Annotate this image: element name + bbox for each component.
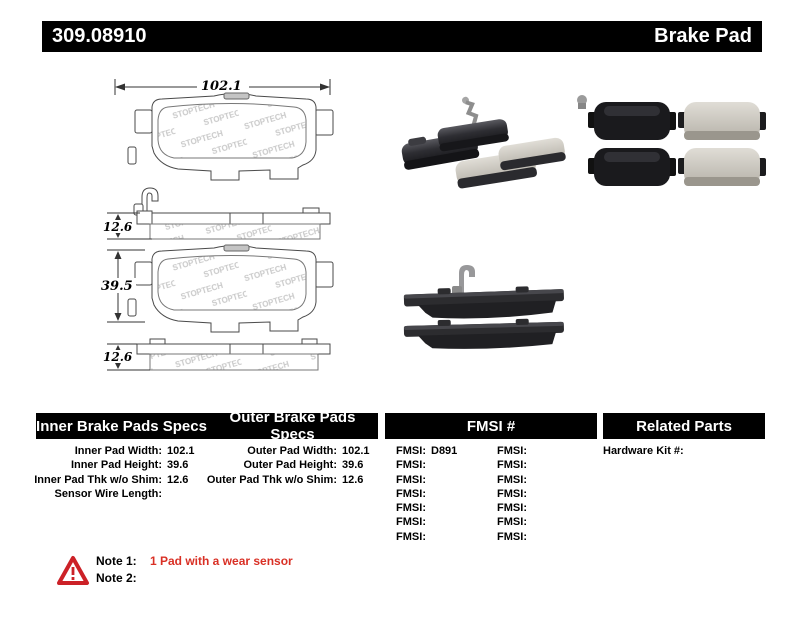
spec-row — [30, 487, 195, 501]
spec-label: Outer Pad Height: — [243, 459, 337, 472]
note-label: Note 2: — [96, 571, 137, 585]
product-photo-pairs — [577, 95, 766, 186]
related-row: Hardware Kit #: — [603, 445, 684, 457]
note-row — [96, 553, 293, 570]
fmsi-row: FMSI: — [396, 487, 426, 500]
svg-text:102.1: 102.1 — [201, 79, 242, 94]
svg-text:39.5: 39.5 — [101, 279, 133, 294]
spec-value: 39.6 — [342, 459, 364, 472]
product-type: Brake Pad — [654, 25, 752, 47]
fmsi-column-left — [392, 444, 457, 544]
fmsi-row: FMSI: D891 — [396, 445, 458, 457]
spec-label: Inner Pad Width: — [74, 445, 162, 457]
product-photo-edge — [404, 265, 565, 351]
table-header-pads-specs — [36, 409, 378, 443]
part-number: 309.08910 — [52, 25, 147, 47]
spec-value: 39.6 — [167, 459, 189, 472]
fmsi-row: FMSI: — [396, 516, 426, 529]
spec-label: Outer Pad Width: — [247, 445, 337, 457]
table-header-outer-specs: Outer Brake Pads Specs — [229, 409, 356, 443]
note-label: Note 1: — [96, 554, 137, 568]
fmsi-row: FMSI: — [396, 459, 426, 472]
spec-row — [30, 458, 195, 472]
drawing-side-view-top — [134, 188, 330, 239]
spec-row — [205, 444, 370, 458]
inner-specs-column — [30, 444, 195, 501]
outer-specs-column — [205, 444, 370, 487]
fmsi-row: FMSI: — [497, 516, 527, 529]
spec-label: Inner Pad Height: — [70, 459, 162, 472]
drawing-front-view-bottom — [128, 245, 333, 332]
spec-value: 102.1 — [342, 445, 370, 457]
fmsi-row: FMSI: — [497, 445, 527, 457]
pad-with-wear-sensor — [432, 91, 509, 152]
fmsi-row: FMSI: — [396, 502, 426, 515]
spec-row — [205, 473, 370, 487]
table-header-inner-specs: Inner Brake Pads Specs — [36, 417, 207, 435]
spec-value: 102.1 — [167, 445, 195, 457]
spec-value: 12.6 — [167, 473, 189, 486]
product-photo-angled — [400, 91, 566, 189]
dimension-pad-width — [115, 77, 330, 95]
svg-text:12.6: 12.6 — [103, 220, 133, 234]
spec-label: Outer Pad Thk w/o Shim: — [206, 473, 337, 486]
spec-row — [30, 473, 195, 487]
svg-text:12.6: 12.6 — [103, 350, 133, 364]
drawing-front-view-top — [128, 93, 333, 180]
wear-sensor-clip — [142, 188, 158, 213]
note-row — [96, 570, 293, 587]
spec-label: Sensor Wire Length: — [54, 487, 162, 500]
drawing-side-view-bottom — [137, 339, 330, 370]
fmsi-row: FMSI: — [497, 502, 527, 515]
warning-triangle-icon — [56, 555, 90, 587]
spec-value: 12.6 — [342, 473, 364, 486]
fmsi-column-right — [493, 444, 532, 544]
dimension-pad-height — [99, 250, 145, 322]
notes-section — [96, 553, 293, 587]
fmsi-row: FMSI: — [396, 473, 426, 486]
fmsi-row: FMSI: — [497, 487, 527, 500]
fmsi-row: FMSI: — [497, 473, 527, 486]
fmsi-row: FMSI: — [396, 530, 426, 543]
spec-row — [205, 458, 370, 472]
table-header-related-parts: Related Parts — [603, 413, 765, 439]
spec-label: Inner Pad Thk w/o Shim: — [34, 473, 162, 486]
fmsi-row: FMSI: — [497, 459, 527, 472]
note-text: 1 Pad with a wear sensor — [150, 554, 293, 568]
spec-row — [30, 444, 195, 458]
related-parts-column — [603, 444, 690, 458]
fmsi-row: FMSI: — [497, 530, 527, 543]
table-header-fmsi: FMSI # — [385, 413, 597, 439]
